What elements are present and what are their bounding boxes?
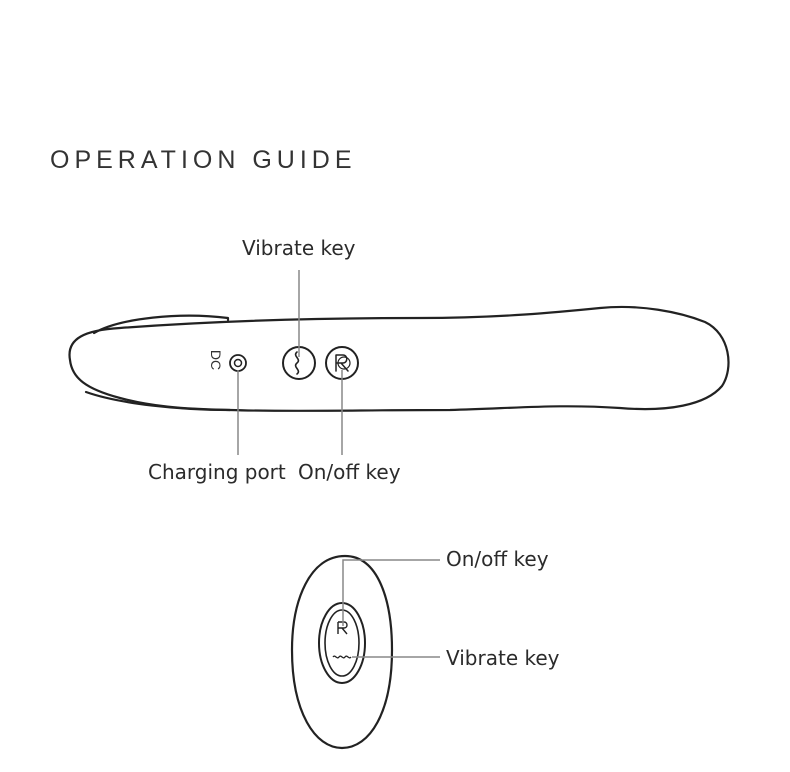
remote-illustration [292, 556, 392, 748]
remote-button-panel-outer [319, 603, 365, 683]
remote-vibrate-key-label: Vibrate key [446, 646, 560, 670]
remote-vibrate-wave-icon [333, 656, 351, 658]
vibrate-wave-icon [296, 352, 299, 374]
vibrate-key-label: Vibrate key [242, 236, 356, 260]
charging-port-inner [235, 360, 242, 367]
device-illustration [69, 307, 728, 411]
remote-onoff-key-label: On/off key [446, 547, 549, 571]
remote-button-panel-inner [325, 610, 359, 676]
remote-outline [292, 556, 392, 748]
charging-port-label: Charging port [148, 460, 286, 484]
onoff-key-label: On/off key [298, 460, 401, 484]
device-outline [69, 307, 728, 411]
dc-port-label: DC [208, 349, 225, 371]
page-title: OPERATION GUIDE [50, 146, 357, 174]
charging-port-outer [230, 355, 246, 371]
leader-onoff-remote [343, 560, 440, 626]
